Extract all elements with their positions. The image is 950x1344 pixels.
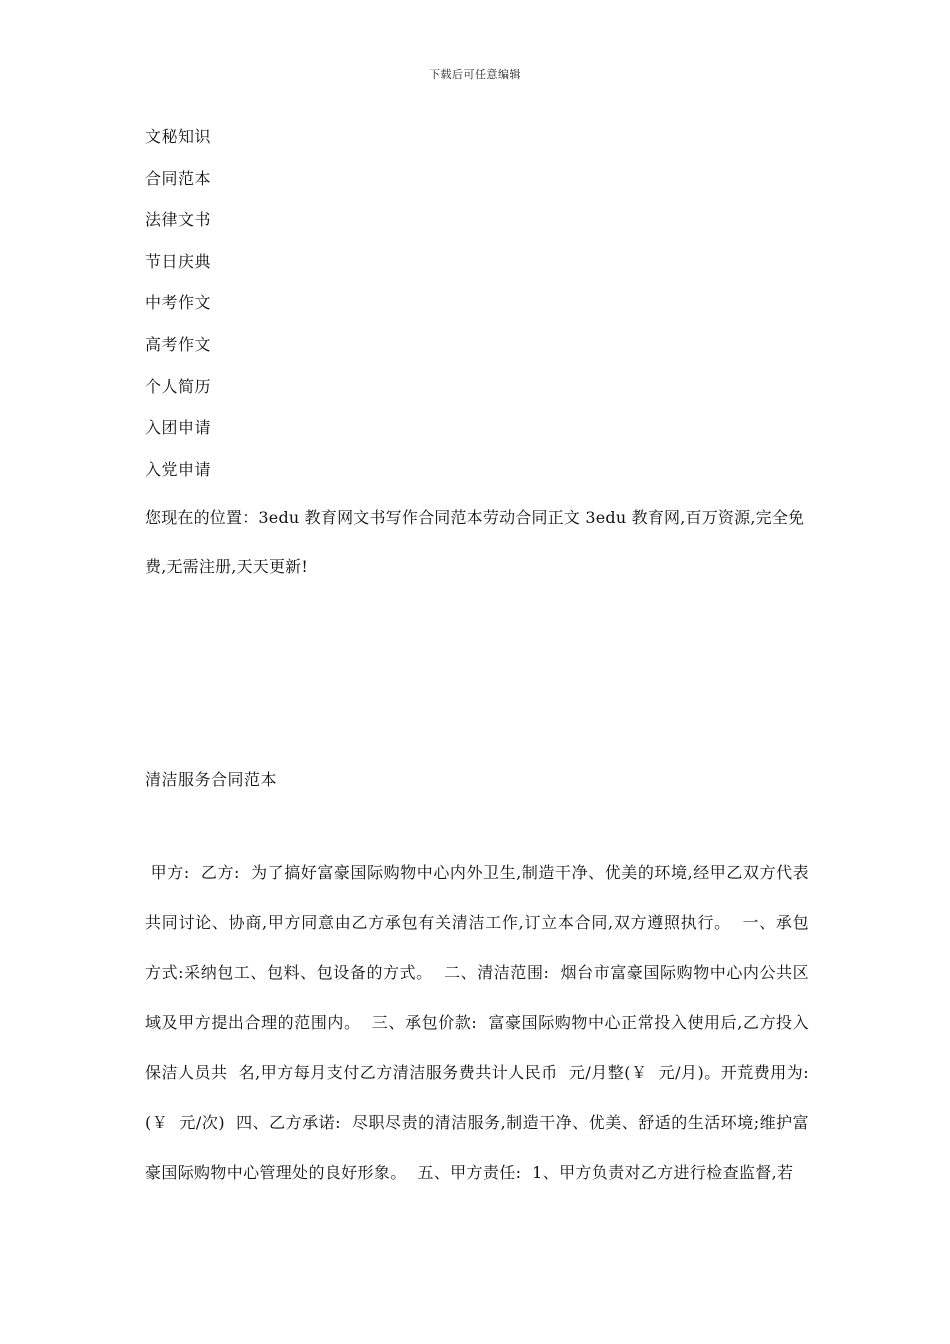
category-link-resumes[interactable]: 个人简历	[145, 376, 212, 396]
category-link-college-essays[interactable]: 高考作文	[145, 334, 212, 354]
category-link-party-application[interactable]: 入党申请	[145, 459, 212, 479]
category-link-holidays[interactable]: 节日庆典	[145, 251, 212, 271]
category-link-secretarial[interactable]: 文秘知识	[145, 127, 212, 146]
location-breadcrumb: 您现在的位置：3edu 教育网文书写作合同范本劳动合同正文 3edu 教育网,百万资源,完全免费,无需注册,天天更新!	[145, 508, 805, 577]
category-link-contracts[interactable]: 合同范本	[145, 168, 212, 188]
document-title: 清洁服务合同范本	[145, 770, 278, 789]
header-note: 下载后可任意编辑	[429, 68, 521, 81]
content-area	[145, 125, 809, 591]
category-link-list	[145, 125, 809, 499]
category-link-legal-documents[interactable]: 法律文书	[145, 210, 212, 230]
contract-body: 甲方: 乙方: 为了搞好富豪国际购物中心内外卫生,制造干净、优美的环境,经甲乙双方代表共同讨论、协商,甲方同意由乙方承包有关清洁工作,订立本合同,双方遵照执行。 一、承包方式:采纳包工、包料、包设备的方式。 二、清洁范围: 烟台市富豪国际购物中心内公共区域及甲方提出合理的范围内。 三、承包价款: 富豪国际购物中心正常投入使用后,乙方投入保洁人员共 名,甲方每月支付乙方清洁服务费共计人民币 元/月整(￥ 元/月)。开荒费用为:(￥ 元/次) 四、乙方承诺: 尽职尽责的清洁服务,制造干净、优美、舒适的生活环境;维护富豪国际购物中心管理处的良好形象。 五、甲方责任: 1、甲方负责对乙方进行检查监督,若	[145, 863, 809, 1182]
category-link-league-application[interactable]: 入团申请	[145, 418, 212, 438]
category-link-middle-school-essays[interactable]: 中考作文	[145, 293, 212, 313]
